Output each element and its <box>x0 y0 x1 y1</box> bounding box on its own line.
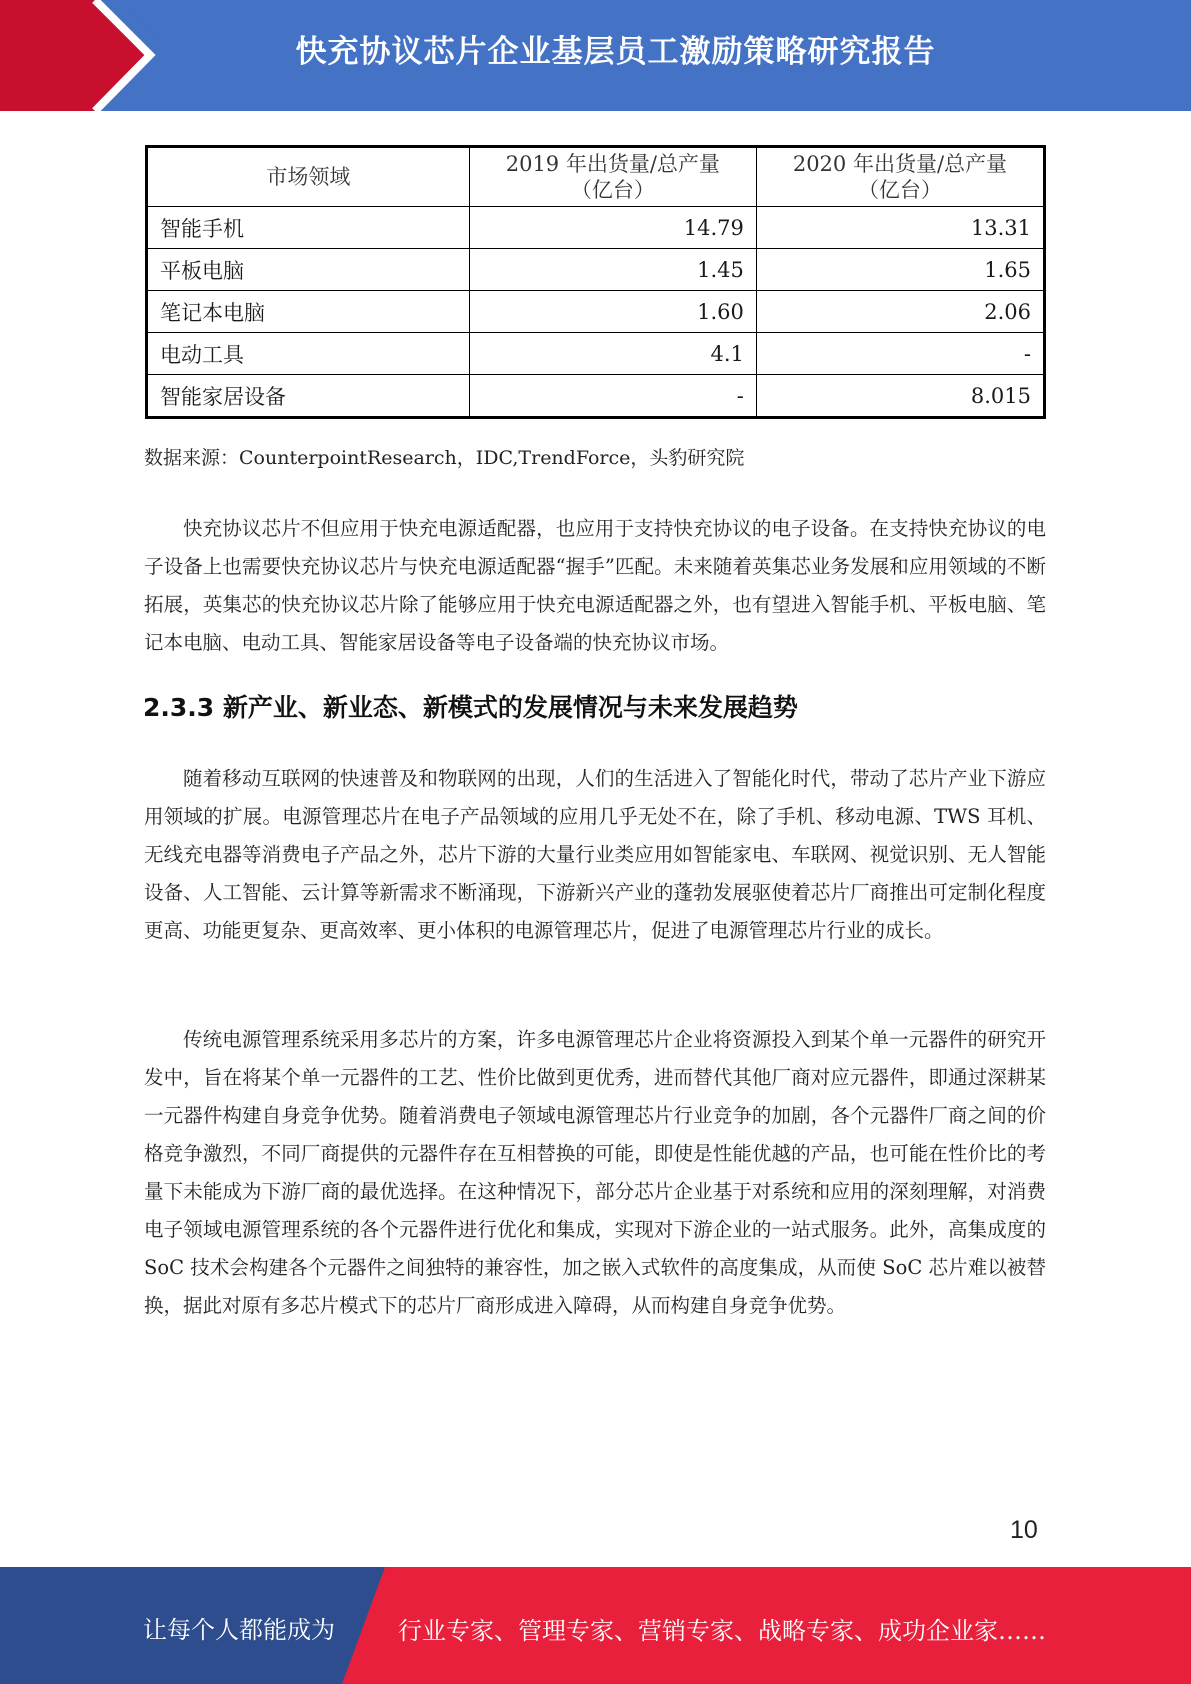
cell-2020: 2.06 <box>756 291 1044 333</box>
cell-2020: 13.31 <box>756 207 1044 249</box>
header-2020 <box>756 147 1044 207</box>
table-header-row <box>147 147 1045 207</box>
footer-slogan-left: 让每个人都能成为 <box>143 1616 335 1644</box>
cell-field: 电动工具 <box>147 333 470 375</box>
cell-field: 笔记本电脑 <box>147 291 470 333</box>
header-unit: （亿台） <box>857 178 942 202</box>
cell-field: 智能手机 <box>147 207 470 249</box>
header-market-field <box>147 147 470 207</box>
cell-2020: 1.65 <box>756 249 1044 291</box>
header-2019 <box>469 147 756 207</box>
table-row <box>147 249 1045 291</box>
table-row <box>147 375 1045 418</box>
paragraph-traditional-pmic: 传统电源管理系统采用多芯片的方案，许多电源管理芯片企业将资源投入到某个单一元器件的研究开发中，旨在将某个单一元器件的工艺、性价比做到更优秀，进而替代其他厂商对应元器件，即通过深耕某一元器件构建自身竞争优势。随着消费电子领域电源管理芯片行业竞争的加剧，各个元器件厂商之间的价格竞争激烈，不同厂商提供的元器件存在互相替换的可能，即使是性能优越的产品，也可能在性价比的考量下未能成为下游厂商的最优选择。在这种情况下，部分芯片企业基于对系统和应用的深刻理解，对消费电子领域电源管理系统的各个元器件进行优化和集成，实现对下游企业的一站式服务。此外，高集成度的 SoC 技术会构建各个元器件之间独特的兼容性，加之嵌入式软件的高度集成，从而使 SoC 芯片难以被替换，据此对原有多芯片模式下的芯片厂商形成进入障碍，从而构建自身竞争优势。 <box>144 1028 1046 1317</box>
header-text: 2020 年出货量/总产量 <box>792 152 1008 176</box>
cell-2019: 1.45 <box>469 249 756 291</box>
paragraph-fast-charge: 快充协议芯片不但应用于快充电源适配器，也应用于支持快充协议的电子设备。在支持快充协议的电子设备上也需要快充协议芯片与快充电源适配器“握手”匹配。未来随着英集芯业务发展和应用领域的不断拓展，英集芯的快充协议芯片除了能够应用于快充电源适配器之外，也有望进入智能手机、平板电脑、笔记本电脑、电动工具、智能家居设备等电子设备端的快充协议市场。 <box>144 517 1046 654</box>
cell-field: 智能家居设备 <box>147 375 470 418</box>
data-source-note: 数据来源：CounterpointResearch，IDC,TrendForce，头豹研究院 <box>144 447 745 469</box>
cell-2020: 8.015 <box>756 375 1044 418</box>
market-table <box>145 145 1046 419</box>
paragraph-industry-trend: 随着移动互联网的快速普及和物联网的出现，人们的生活进入了智能化时代，带动了芯片产业下游应用领域的扩展。电源管理芯片在电子产品领域的应用几乎无处不在，除了手机、移动电源、TWS 耳机、无线充电器等消费电子产品之外，芯片下游的大量行业类应用如智能家电、车联网、视觉识别、无人智能设备、人工智能、云计算等新需求不断涌现，下游新兴产业的蓬勃发展驱使着芯片厂商推出可定制化程度更高、功能更复杂、更高效率、更小体积的电源管理芯片，促进了电源管理芯片行业的成长。 <box>144 767 1046 942</box>
cell-2019: - <box>469 375 756 418</box>
report-title: 快充协议芯片企业基层员工激励策略研究报告 <box>295 34 936 70</box>
table-row <box>147 333 1045 375</box>
footer-slogan-right: 行业专家、管理专家、营销专家、战略专家、成功企业家…… <box>398 1617 1046 1645</box>
cell-2019: 14.79 <box>469 207 756 249</box>
header-text: 市场领域 <box>266 165 351 189</box>
cell-2020: - <box>756 333 1044 375</box>
section-heading: 2.3.3 新产业、新业态、新模式的发展情况与未来发展趋势 <box>143 693 798 722</box>
table-row <box>147 291 1045 333</box>
cell-2019: 4.1 <box>469 333 756 375</box>
page-number: 10 <box>1010 1516 1038 1544</box>
cell-2019: 1.60 <box>469 291 756 333</box>
header-banner <box>0 0 1191 111</box>
table-row <box>147 207 1045 249</box>
header-text: 2019 年出货量/总产量 <box>505 152 720 176</box>
header-unit: （亿台） <box>570 178 655 202</box>
cell-field: 平板电脑 <box>147 249 470 291</box>
